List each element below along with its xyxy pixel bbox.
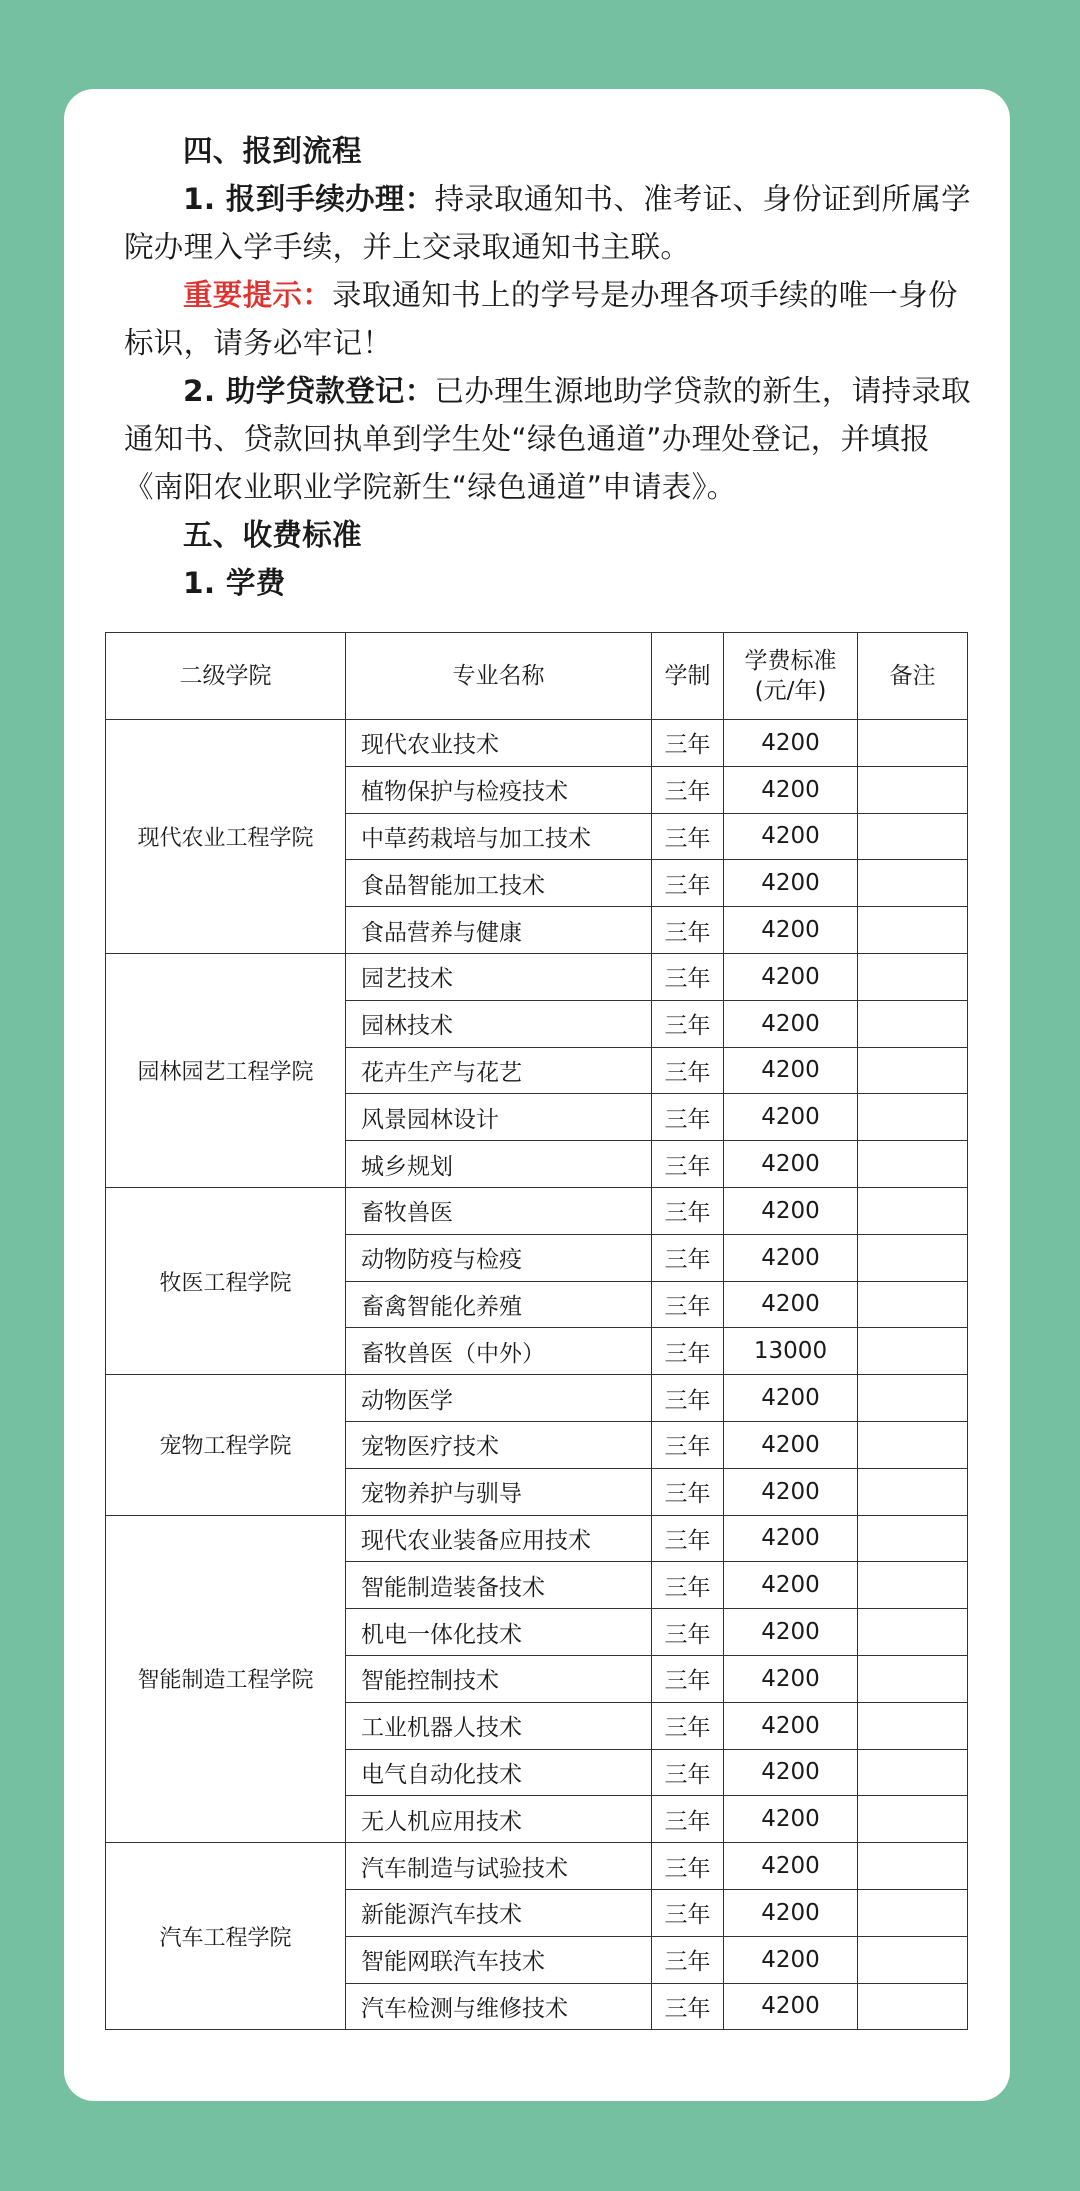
fee-cell: 4200 [724, 1562, 858, 1609]
section-heading-fees: 五、收费标准 [183, 518, 362, 552]
table-row [106, 720, 968, 767]
note-cell [858, 1141, 968, 1188]
step2-text: 已办理生源地助学贷款的新生，请持录取通知书、贷款回执单到学生处“绿色通道”办理处登记，并填报《南阳农业职业学院新生“绿色通道”申请表》。 [124, 374, 971, 504]
note-cell [858, 1047, 968, 1094]
duration-cell: 三年 [652, 1421, 724, 1468]
fee-cell: 4200 [724, 1983, 858, 2030]
major-cell: 无人机应用技术 [346, 1796, 652, 1843]
college-cell: 园林园艺工程学院 [106, 953, 346, 1187]
major-cell: 畜牧兽医 [346, 1187, 652, 1234]
note-cell [858, 1889, 968, 1936]
fee-cell: 4200 [724, 907, 858, 954]
fee-cell: 4200 [724, 1141, 858, 1188]
duration-cell: 三年 [652, 1515, 724, 1562]
duration-cell: 三年 [652, 1796, 724, 1843]
duration-cell: 三年 [652, 1749, 724, 1796]
note-cell [858, 1234, 968, 1281]
header-fee-line2: (元/年) [754, 678, 827, 704]
fee-cell: 4200 [724, 1468, 858, 1515]
duration-cell: 三年 [652, 1889, 724, 1936]
duration-cell: 三年 [652, 1094, 724, 1141]
fee-cell: 13000 [724, 1328, 858, 1375]
header-college: 二级学院 [106, 633, 346, 720]
note-cell [858, 1796, 968, 1843]
header-fee [724, 633, 858, 720]
major-cell: 汽车检测与维修技术 [346, 1983, 652, 2030]
duration-cell: 三年 [652, 1047, 724, 1094]
major-cell: 机电一体化技术 [346, 1609, 652, 1656]
step1-paragraph [124, 175, 984, 271]
table-row [106, 953, 968, 1000]
duration-cell: 三年 [652, 953, 724, 1000]
fee-cell: 4200 [724, 1796, 858, 1843]
fee-cell: 4200 [724, 1047, 858, 1094]
duration-cell: 三年 [652, 1609, 724, 1656]
note-cell [858, 1702, 968, 1749]
fee-cell: 4200 [724, 1889, 858, 1936]
duration-cell: 三年 [652, 860, 724, 907]
fee-cell: 4200 [724, 1000, 858, 1047]
table-header-row [106, 633, 968, 720]
fee-cell: 4200 [724, 720, 858, 767]
fee-cell: 4200 [724, 1936, 858, 1983]
note-cell [858, 1749, 968, 1796]
duration-cell: 三年 [652, 1468, 724, 1515]
note-cell [858, 1468, 968, 1515]
fee-cell: 4200 [724, 1234, 858, 1281]
fee-cell: 4200 [724, 1843, 858, 1890]
major-cell: 新能源汽车技术 [346, 1889, 652, 1936]
step2-label: 2. 助学贷款登记： [183, 374, 435, 408]
duration-cell: 三年 [652, 1000, 724, 1047]
major-cell: 宠物养护与驯导 [346, 1468, 652, 1515]
note-cell [858, 720, 968, 767]
major-cell: 动物防疫与检疫 [346, 1234, 652, 1281]
fee-cell: 4200 [724, 813, 858, 860]
fee-cell: 4200 [724, 1375, 858, 1422]
fee-cell: 4200 [724, 1421, 858, 1468]
fee-cell: 4200 [724, 1515, 858, 1562]
major-cell: 汽车制造与试验技术 [346, 1843, 652, 1890]
fee-cell: 4200 [724, 1281, 858, 1328]
tuition-table [105, 632, 968, 2030]
note-cell [858, 1375, 968, 1422]
major-cell: 花卉生产与花艺 [346, 1047, 652, 1094]
fee-cell: 4200 [724, 766, 858, 813]
step2-paragraph [124, 367, 984, 511]
note-cell [858, 1281, 968, 1328]
major-cell: 中草药栽培与加工技术 [346, 813, 652, 860]
major-cell: 城乡规划 [346, 1141, 652, 1188]
duration-cell: 三年 [652, 1562, 724, 1609]
header-duration: 学制 [652, 633, 724, 720]
fee-cell: 4200 [724, 1655, 858, 1702]
note-cell [858, 766, 968, 813]
major-cell: 食品营养与健康 [346, 907, 652, 954]
college-cell: 宠物工程学院 [106, 1375, 346, 1515]
major-cell: 食品智能加工技术 [346, 860, 652, 907]
duration-cell: 三年 [652, 813, 724, 860]
note-cell [858, 1094, 968, 1141]
major-cell: 现代农业装备应用技术 [346, 1515, 652, 1562]
note-cell [858, 1515, 968, 1562]
notice-paragraph [124, 271, 984, 367]
note-cell [858, 1187, 968, 1234]
note-cell [858, 813, 968, 860]
note-cell [858, 953, 968, 1000]
note-cell [858, 1562, 968, 1609]
duration-cell: 三年 [652, 1281, 724, 1328]
header-major: 专业名称 [346, 633, 652, 720]
duration-cell: 三年 [652, 720, 724, 767]
major-cell: 智能网联汽车技术 [346, 1936, 652, 1983]
college-cell: 智能制造工程学院 [106, 1515, 346, 1843]
duration-cell: 三年 [652, 1375, 724, 1422]
duration-cell: 三年 [652, 1141, 724, 1188]
note-cell [858, 1983, 968, 2030]
duration-cell: 三年 [652, 1843, 724, 1890]
table-row [106, 1187, 968, 1234]
fee-cell: 4200 [724, 1187, 858, 1234]
table-body [106, 720, 968, 2030]
major-cell: 园艺技术 [346, 953, 652, 1000]
step1-text: 持录取通知书、准考证、身份证到所属学院办理入学手续，并上交录取通知书主联。 [124, 182, 971, 264]
duration-cell: 三年 [652, 1702, 724, 1749]
major-cell: 现代农业技术 [346, 720, 652, 767]
major-cell: 园林技术 [346, 1000, 652, 1047]
table-row [106, 1843, 968, 1890]
header-fee-line1: 学费标准 [744, 648, 837, 674]
content-card [64, 89, 1010, 2101]
note-cell [858, 1655, 968, 1702]
notice-text: 录取通知书上的学号是办理各项手续的唯一身份标识，请务必牢记！ [124, 278, 958, 360]
header-note: 备注 [858, 633, 968, 720]
note-cell [858, 860, 968, 907]
duration-cell: 三年 [652, 1328, 724, 1375]
major-cell: 畜禽智能化养殖 [346, 1281, 652, 1328]
note-cell [858, 1000, 968, 1047]
major-cell: 植物保护与检疫技术 [346, 766, 652, 813]
note-cell [858, 1328, 968, 1375]
college-cell: 牧医工程学院 [106, 1187, 346, 1374]
major-cell: 电气自动化技术 [346, 1749, 652, 1796]
major-cell: 宠物医疗技术 [346, 1421, 652, 1468]
note-cell [858, 1936, 968, 1983]
note-cell [858, 1843, 968, 1890]
duration-cell: 三年 [652, 1936, 724, 1983]
duration-cell: 三年 [652, 1983, 724, 2030]
step1-label: 1. 报到手续办理： [183, 182, 435, 216]
note-cell [858, 907, 968, 954]
duration-cell: 三年 [652, 1187, 724, 1234]
fee-cell: 4200 [724, 1749, 858, 1796]
major-cell: 动物医学 [346, 1375, 652, 1422]
fee-cell: 4200 [724, 1609, 858, 1656]
duration-cell: 三年 [652, 1234, 724, 1281]
major-cell: 风景园林设计 [346, 1094, 652, 1141]
fee-cell: 4200 [724, 860, 858, 907]
major-cell: 智能控制技术 [346, 1655, 652, 1702]
note-cell [858, 1609, 968, 1656]
duration-cell: 三年 [652, 907, 724, 954]
college-cell: 汽车工程学院 [106, 1843, 346, 2030]
major-cell: 工业机器人技术 [346, 1702, 652, 1749]
duration-cell: 三年 [652, 766, 724, 813]
fee-cell: 4200 [724, 1702, 858, 1749]
sub-heading-tuition: 1. 学费 [183, 566, 286, 600]
college-cell: 现代农业工程学院 [106, 720, 346, 954]
fee-cell: 4200 [724, 953, 858, 1000]
table-row [106, 1375, 968, 1422]
fee-cell: 4200 [724, 1094, 858, 1141]
note-cell [858, 1421, 968, 1468]
table-row [106, 1515, 968, 1562]
major-cell: 智能制造装备技术 [346, 1562, 652, 1609]
section-heading-registration: 四、报到流程 [183, 134, 362, 168]
major-cell: 畜牧兽医（中外） [346, 1328, 652, 1375]
notice-label: 重要提示： [183, 278, 333, 312]
duration-cell: 三年 [652, 1655, 724, 1702]
